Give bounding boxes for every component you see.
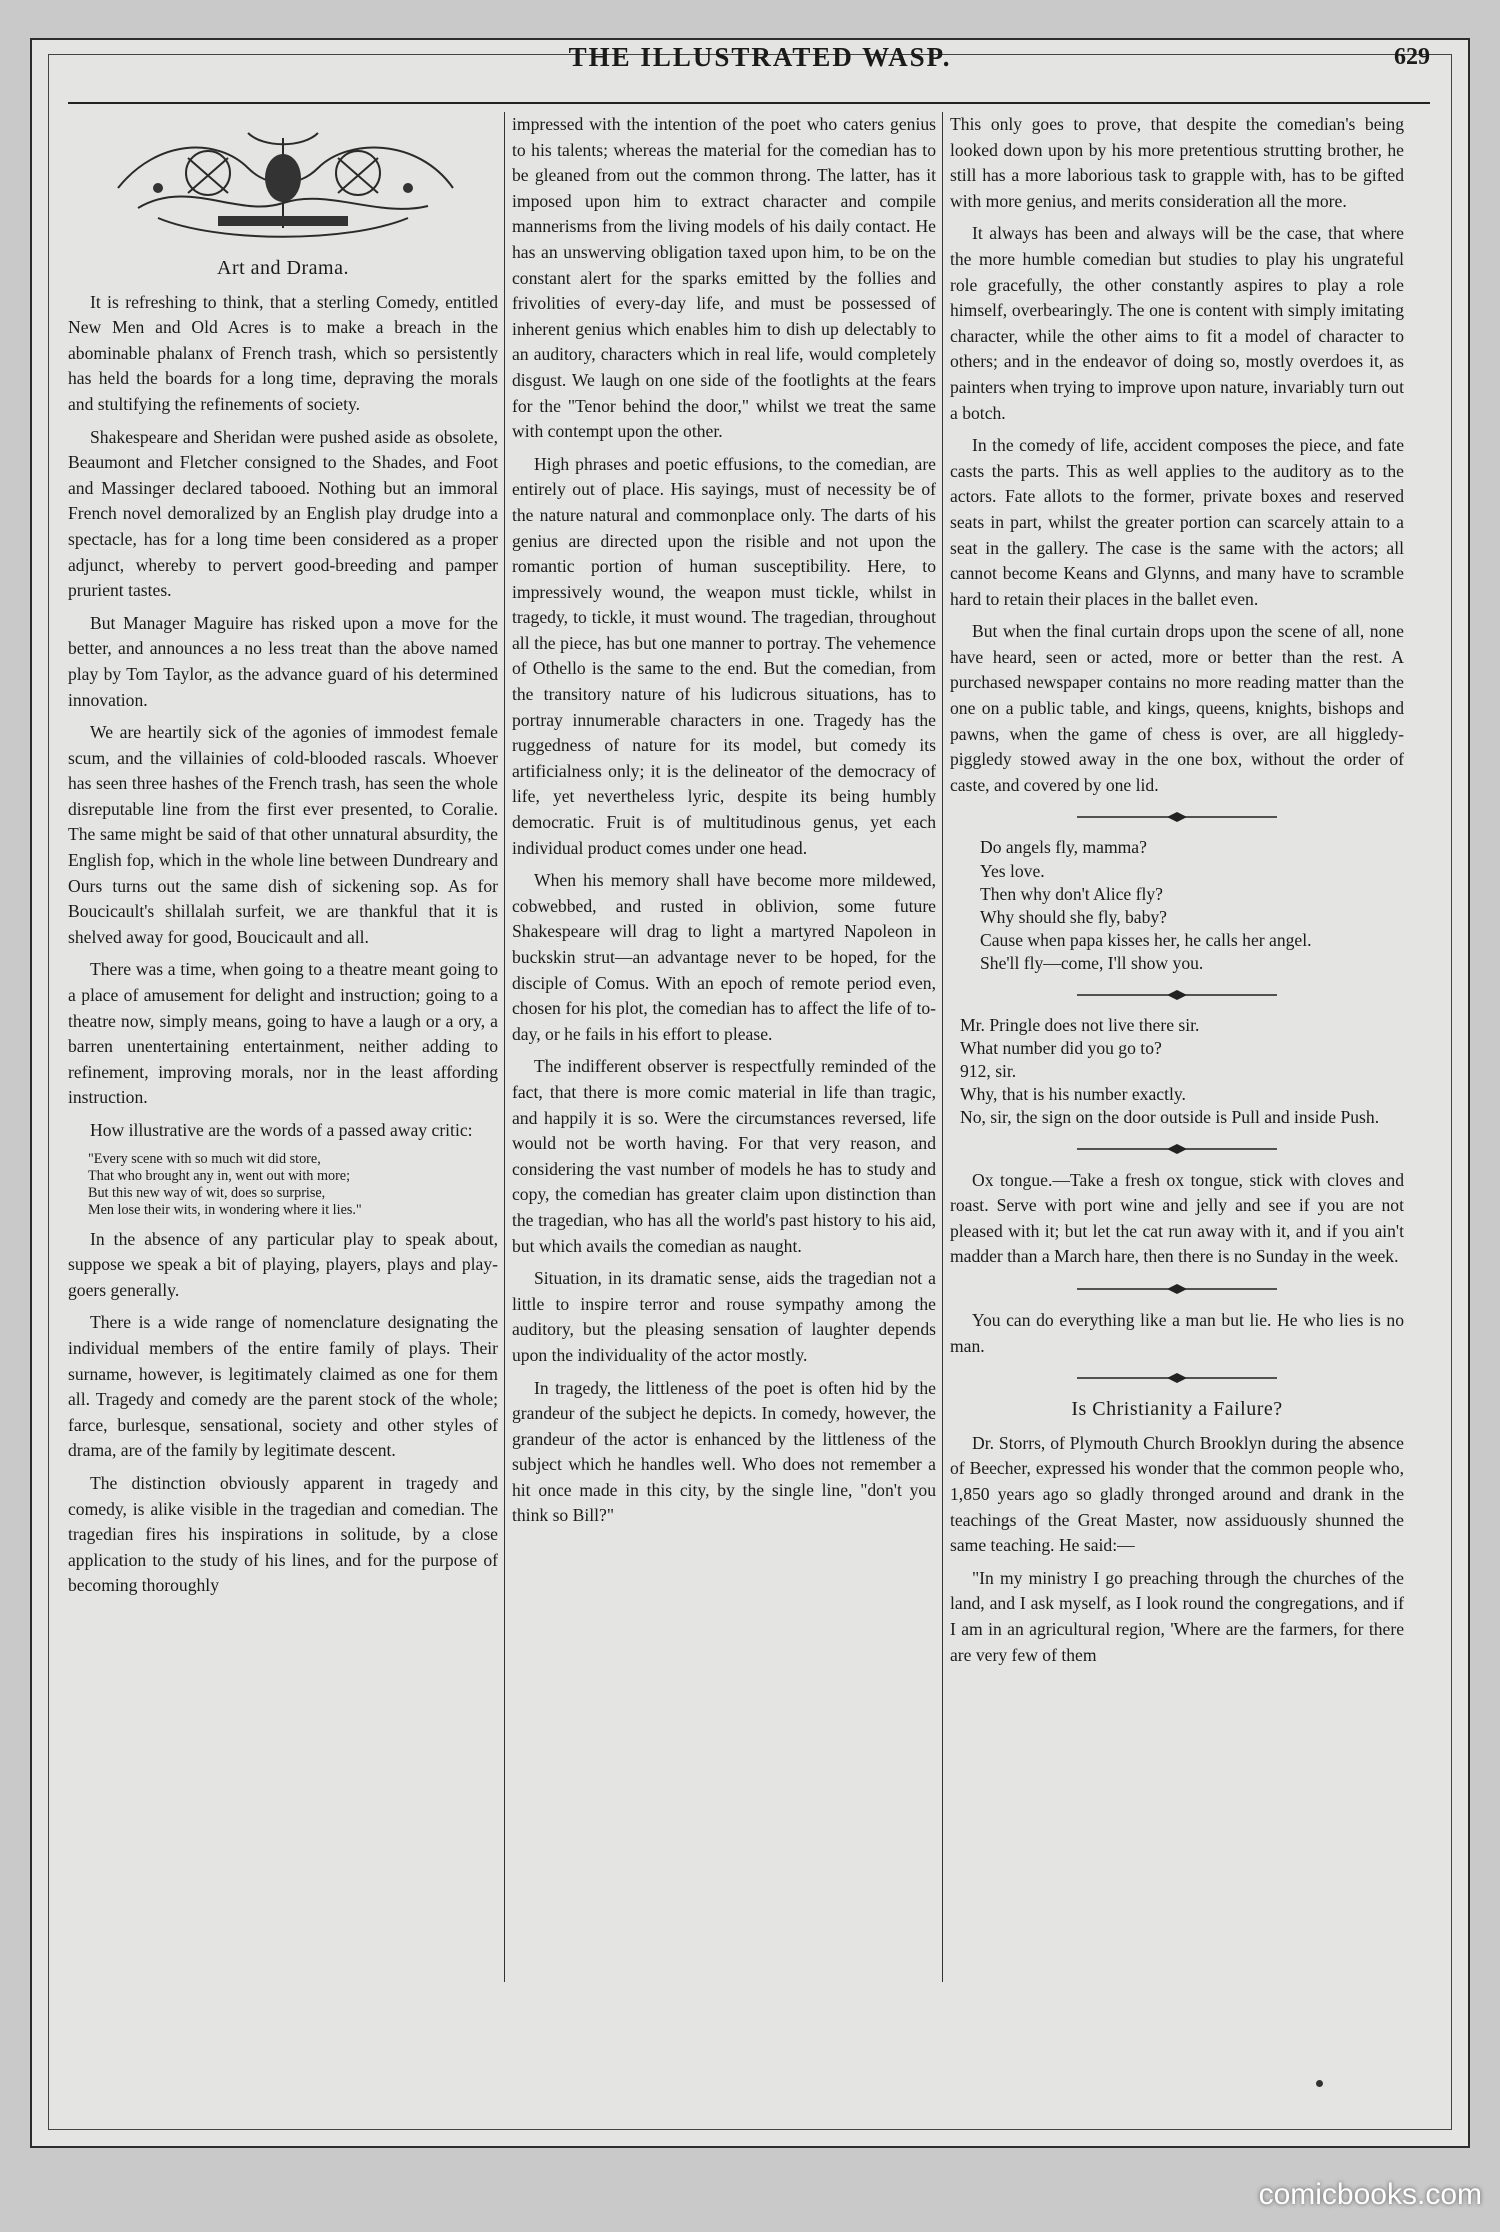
column-2 [512, 112, 936, 1982]
quoted-poem [88, 1151, 498, 1219]
ox-tongue-paragraph: Ox tongue.—Take a fresh ox tongue, stick with cloves and roast. Serve with port wine and jelly and see if you are not pleased with it; but let the cat run away with it, and if you ain't madder than a March hare, then there is no Sunday in the week. [950, 1169, 1404, 1267]
paragraph: "In my ministry I go preaching through the churches of the land, and I ask myself, as I look round the congregations, and if I am in an agricultural region, 'Where are the farmers, for there are very few of them [950, 1567, 1404, 1665]
paragraph: But Manager Maguire has risked upon a move for the better, and announces a no less treat than the above named play by Tom Taylor, as the advance guard of his determined innovation. [68, 612, 498, 710]
verse-line: She'll fly—come, I'll show you. [980, 953, 1204, 974]
saying-paragraph: You can do everything like a man but lie. He who lies is no man. [950, 1310, 1404, 1356]
paragraph: This only goes to prove, that despite the comedian's being looked down upon by his more pretentious strutting brother, he still has a more laborious task to grapple with, has to be gifted with more genius, and merits consideration all the more. [950, 114, 1404, 211]
paragraph: In the absence of any particular play to speak about, suppose we speak a bit of playing, players, plays and play-goers generally. [68, 1228, 498, 1300]
paragraph: High phrases and poetic effusions, to the comedian, are entirely out of place. His sayings, must of necessity be of the nature natural and commonplace only. The darts of his genius are directed upon the risible and not upon the romantic portion of human susceptibility. Here, to impressively wound, the weapon must tickle, whilst in tragedy, to tickle, it must wound. The tragedian, throughout all the piece, has but one manner to portray. The vehemence of Othello is the same to the end. But the comedian, from the transitory nature of his ludicrous situations, has to portray innumerable characters in one. Tragedy has the ruggedness of nature for its model, but comedy its artificialness only; it is the delineator of the democracy of life, yet nevertheless lyric, despite its being humbly democratic. Fruit is of multitudinous genus, yet each individual product comes under one head. [512, 453, 936, 858]
verse-line: Cause when papa kisses her, he calls her angel. [980, 930, 1312, 951]
section-separator [1077, 1144, 1277, 1154]
column-1 [68, 112, 498, 1982]
column-3 [950, 112, 1404, 1982]
paragraph: How illustrative are the words of a passed away critic: [90, 1120, 473, 1140]
paragraph: It is refreshing to think, that a sterling Comedy, entitled New Men and Old Acres is to make a breach in the abominable phalanx of French trash, which so persistently has held the boards for a long time, depraving the morals and stultifying the refinements of society. [68, 291, 498, 414]
section-separator [1077, 1373, 1277, 1383]
paragraph: Dr. Storrs, of Plymouth Church Brooklyn during the absence of Beecher, expressed his wonder that the common people who, 1,850 years ago so gladly thronged around and drank in the teachings of the Great Master, now assiduously shunned the same teaching. He said:— [950, 1432, 1404, 1556]
verse-line: Yes love. [980, 860, 1045, 881]
ornamental-vignette [98, 118, 468, 248]
column-rule [942, 112, 943, 1982]
section-separator [1077, 812, 1277, 822]
page-number: 629 [1394, 44, 1430, 70]
paragraph: Shakespeare and Sheridan were pushed aside as obsolete, Beaumont and Fletcher consigned to the Shades, and Foot and Massinger declared tabooed. Nothing but an immoral French novel demoralized by an English play drudge into a spectacle, has for a long time been considered as a proper adjunct, whereby to pervert good-breeding and pamper prurient tastes. [68, 426, 498, 601]
paragraph: There is a wide range of nomenclature designating the individual members of the entire family of plays. Their surname, however, is legitimately claimed as one for them all. Tragedy and comedy are the parent stock of the whole; farce, burlesque, sensational, society and other styles of drama, are of the family by legitimate descent. [68, 1312, 498, 1461]
article-heading: Is Christianity a Failure? [1071, 1398, 1283, 1421]
section-separator [1077, 990, 1277, 1000]
watermark: comicbooks.com [1258, 2178, 1482, 2211]
verse-angels [980, 836, 1404, 975]
poem-line: Men lose their wits, in wondering where it lies." [88, 1201, 362, 1218]
verse-line: Why should she fly, baby? [980, 907, 1167, 928]
column-rule [504, 112, 505, 1982]
paragraph: The distinction obviously apparent in tragedy and comedy, is alike visible in the tragedian and comedian. The tragedian fires his inspirations in solitude, by a close application to the study of his lines, and for the purpose of becoming thoroughly [68, 1472, 498, 1596]
verse-line: 912, sir. [960, 1061, 1017, 1082]
verse-line: Mr. Pringle does not live there sir. [960, 1014, 1200, 1035]
section-separator [1077, 1284, 1277, 1294]
verse-line: What number did you go to? [960, 1037, 1162, 1058]
page-header [60, 42, 1460, 92]
article-heading: Art and Drama. [217, 257, 349, 279]
paragraph: It always has been and always will be the case, that where the more humble comedian but studies to play his ungrateful role gracefully, the other constantly aspires to play a role himself, overbearingly. The one is content with simply imitating character, while the other aims to fit a model of character to others; and in the endeavor of doing so, mostly overdoes it, as painters when trying to improve upon nature, invariably turn out a botch. [950, 223, 1404, 423]
paragraph: But when the final curtain drops upon the scene of all, none have heard, seen or acted, more or better than the rest. A purchased newspaper contains no more reading matter than the one on a public table, and kings, queens, knights, bishops and pawns, when the game of chess is over, are all higgledy-piggledy stowed away in the one box, without the order of caste, and covered by one lid. [950, 621, 1404, 795]
ink-speck [1316, 2080, 1323, 2087]
paragraph: Situation, in its dramatic sense, aids the tragedian not a little to inspire terror and rouse sympathy among the auditory, but the pleasing sensation of laughter depends upon the individuality of the actor mostly. [512, 1268, 936, 1365]
verse-pringle [960, 1014, 1404, 1130]
verse-line: No, sir, the sign on the door outside is Pull and inside Push. [960, 1107, 1380, 1128]
paragraph: The indifferent observer is respectfully reminded of the fact, that there is more comic material in life than tragic, and happily it is so. Were the circumstances reversed, life would not be worth having. For that very reason, and considering the vast number of models he has to study and copy, the comedian has greater claim upon distinction than the tragedian, who has all the world's past history to his aid, but which avails the comedian as naught. [512, 1056, 936, 1256]
paragraph: There was a time, when going to a theatre meant going to a place of amusement for delight and instruction; going to a theatre now, simply means, going to have a laugh or a ory, a barren unentertaining entertainment, neither adding to refinement, improving morals, nor in the least affording instruction. [68, 959, 498, 1108]
poem-line: That who brought any in, went out with more; [88, 1167, 351, 1184]
poem-line: But this new way of wit, does so surprise, [88, 1184, 326, 1201]
paragraph: When his memory shall have become more mildewed, cobwebbed, and rusted in oblivion, some future Shakespeare will drag to light a martyred Napoleon in buckskin strut—an advantage never to be hoped, for the disciple of Comus. With an epoch of remote period even, chosen for his plot, the comedian has to affect the life of to-day, or he fails in his effort to please. [512, 870, 936, 1044]
paragraph: In the comedy of life, accident composes the piece, and fate casts the parts. This as well applies to the auditory as to the actors. Fate allots to the former, private boxes and reserved seats in part, whilst the greater portion can scarcely attain to a seat in the gallery. The case is the same with the actors; all cannot become Keans and Glynns, and many have to scramble hard to retain their places in the ballet even. [950, 435, 1404, 609]
paragraph: In tragedy, the littleness of the poet is often hid by the grandeur of the subject he depicts. In comedy, however, the grandeur of the actor is enhanced by the littleness of the subject which he handles well. Who does not remember a hit once made in this city, by the single line, "don't you think so Bill?" [512, 1377, 936, 1526]
paragraph: We are heartily sick of the agonies of immodest female scum, and the villainies of cold-blooded rascals. Whoever has seen three hashes of the French trash, has seen the whole disreputable line from the first ever presented, to Coralie. The same might be said of that other unnatural absurdity, the English fop, which in the whole line between Dundreary and Ours turns out the same dish of sickening sop. As for Boucicault's shillalah surfeit, we are thankful that it is shelved away for good, Boucicault and all. [68, 722, 498, 947]
header-rule [68, 102, 1430, 104]
verse-line: Do angels fly, mamma? [980, 837, 1147, 858]
paragraph: impressed with the intention of the poet who caters genius to his talents; whereas the material for the comedian has to be gleaned from out the common throng. The latter, has it imposed upon him to extract character and compile mannerisms from the living models of his daily contact. He has an unswerving obligation taxed upon him, to be on the constant alert for the sparks emitted by the follies and frivolities of every-day life, and must be possessed of inherent genius which enables him to dish up delectably to an auditory, characters which in real life, would completely disgust. We laugh on one side of the footlights at the fears for the "Tenor behind the door," whilst we treat the same with contempt upon the other. [512, 114, 936, 442]
poem-line: "Every scene with so much wit did store, [88, 1150, 321, 1167]
verse-line: Then why don't Alice fly? [980, 883, 1163, 904]
masthead: THE ILLUSTRATED WASP. [568, 42, 952, 72]
verse-line: Why, that is his number exactly. [960, 1084, 1186, 1105]
